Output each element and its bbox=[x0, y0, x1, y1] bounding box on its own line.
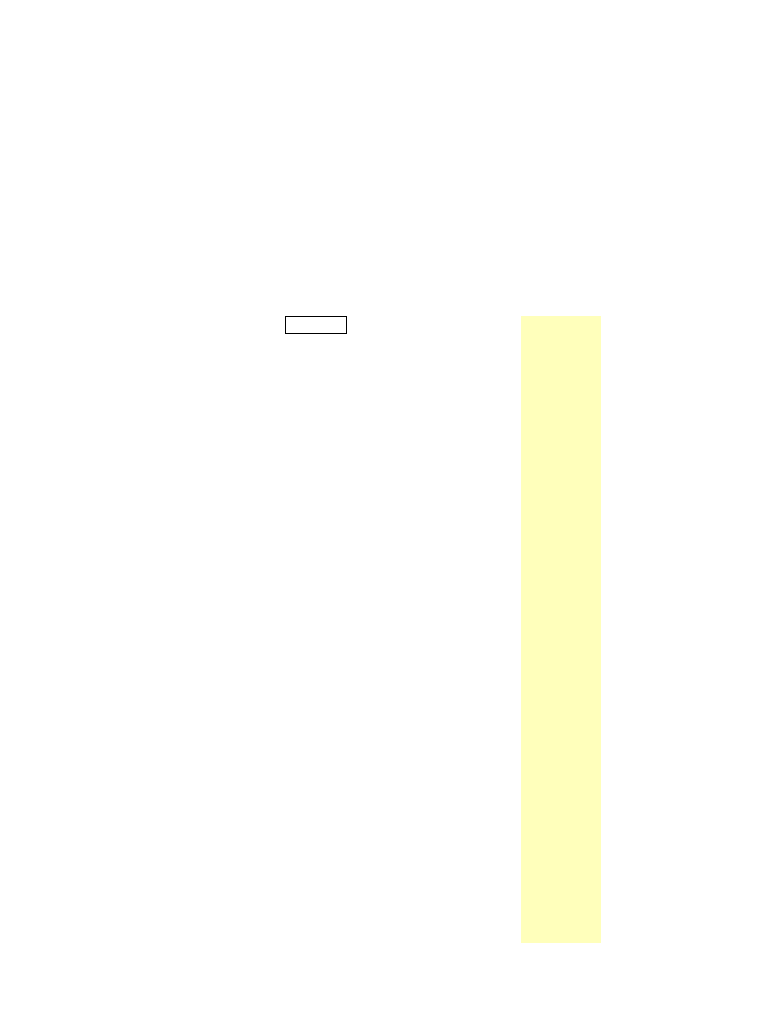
answers-column-highlight bbox=[521, 316, 601, 943]
lookup-name-cell[interactable] bbox=[285, 316, 347, 334]
